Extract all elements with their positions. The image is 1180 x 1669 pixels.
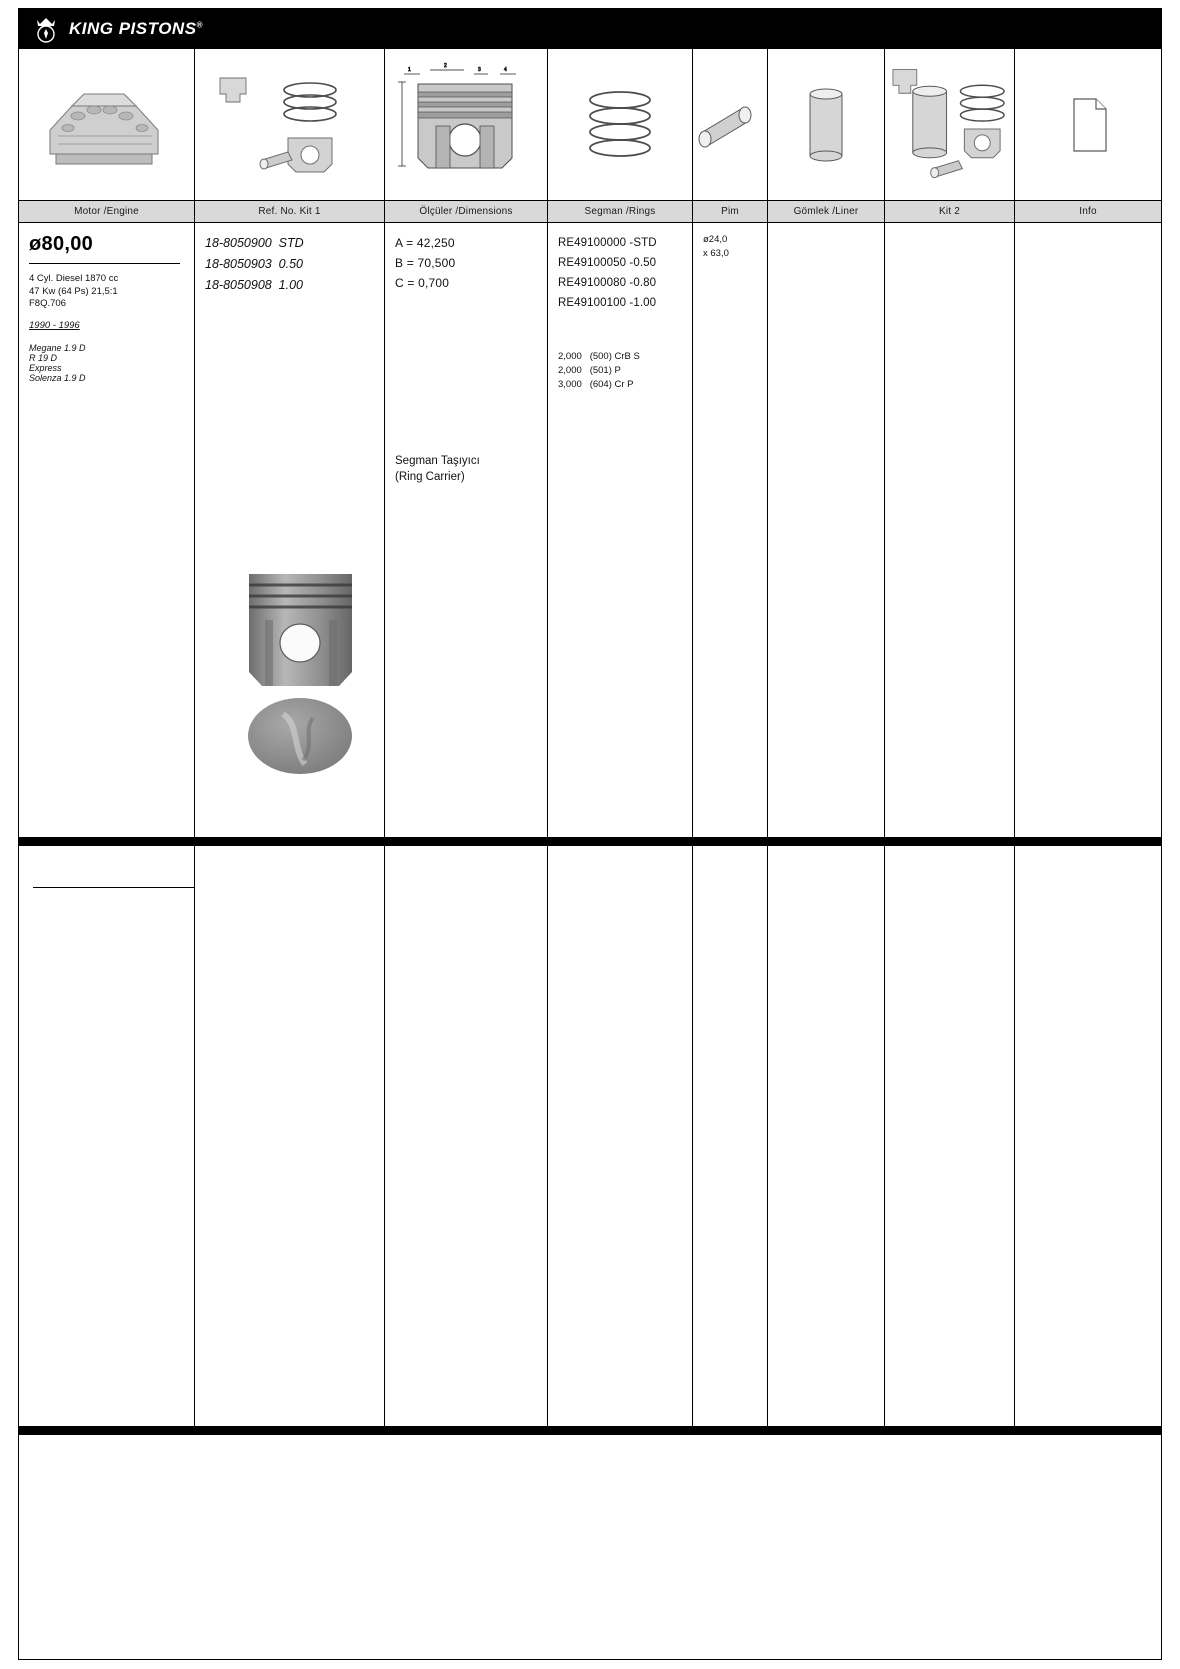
ring-detail-list <box>558 350 640 392</box>
cell-rings <box>548 223 693 837</box>
column-header-liner: Gömlek /Liner <box>768 201 885 222</box>
cell-liner-empty <box>768 846 885 1426</box>
ring-detail-line: 2,000 (500) CrB S <box>558 351 640 362</box>
pin-diameter: ø24,0 <box>703 234 728 245</box>
brand-name <box>69 19 203 39</box>
footer-separator-bar <box>19 1426 1161 1435</box>
pin-length: x 63,0 <box>703 248 729 259</box>
svg-text:4: 4 <box>504 66 507 73</box>
cell-kit2 <box>885 223 1015 837</box>
engine-spec <box>29 273 186 311</box>
piston-and-rings-icon <box>195 49 385 200</box>
cell-engine <box>19 223 195 837</box>
cell-dimensions-empty <box>385 846 548 1426</box>
icon-row <box>19 49 1161 201</box>
ring-detail-line: 2,000 (501) P <box>558 365 621 376</box>
ref-number-line: 18-8050903 0.50 <box>205 257 304 271</box>
cell-liner <box>768 223 885 837</box>
engine-year-range: 1990 - 1996 <box>29 319 80 331</box>
crown-icon <box>31 13 61 45</box>
column-header-engine: Motor /Engine <box>19 201 195 222</box>
cell-pin <box>693 223 768 837</box>
cylinder-liner-icon <box>768 49 885 200</box>
table-row <box>19 223 1161 837</box>
cell-kit2-empty <box>885 846 1015 1426</box>
column-header-row <box>19 201 1161 223</box>
kit-assembly-icon <box>885 49 1015 200</box>
column-header-info: Info <box>1079 206 1097 217</box>
ring-detail-line: 3,000 (604) Cr P <box>558 379 634 390</box>
cell-dimensions <box>385 223 548 837</box>
ref-number-line: 18-8050900 STD <box>205 236 304 250</box>
bore-diameter: ø80,00 <box>29 233 180 264</box>
engine-spec-line: 47 Kw (64 Ps) 21,5:1 <box>29 285 118 297</box>
ring-carrier-line: (Ring Carrier) <box>395 471 465 483</box>
ring-number-line: RE49100050 -0.50 <box>558 257 657 269</box>
cell-ref-kit1 <box>195 223 385 837</box>
dimension-line: A = 42,250 <box>395 236 455 250</box>
column-header-ref-kit1: Ref. No. Kit 1 <box>195 201 385 222</box>
brand-name-text: KING PISTONS <box>69 19 197 38</box>
svg-text:3: 3 <box>478 66 481 73</box>
piston-rings-icon <box>548 49 693 200</box>
ring-number-line: RE49100100 -1.00 <box>558 297 657 309</box>
cell-info <box>1015 223 1161 837</box>
footer-area <box>19 1435 1161 1499</box>
svg-text:1: 1 <box>408 66 411 73</box>
piston-dimensions-diagram-icon <box>385 49 548 200</box>
engine-block-icon <box>19 49 195 200</box>
engine-model-line: Express <box>29 362 62 373</box>
ref-number-line: 18-8050908 1.00 <box>205 278 304 292</box>
engine-models <box>29 343 186 383</box>
engine-spec-line: 4 Cyl. Diesel 1870 cc <box>29 273 119 284</box>
piston-photo <box>243 568 358 778</box>
engine-model-line: R 19 D <box>29 352 58 363</box>
column-header-dimensions: Ölçüler /Dimensions <box>385 201 548 222</box>
dimension-line: C = 0,700 <box>395 276 450 290</box>
cell-pin-empty <box>693 846 768 1426</box>
dimension-line: B = 70,500 <box>395 256 456 270</box>
svg-text:2: 2 <box>444 62 447 69</box>
engine-model-line: Megane 1.9 D <box>29 342 86 353</box>
ring-number-line: RE49100000 -STD <box>558 237 657 249</box>
header-bar <box>19 9 1161 49</box>
info-document-icon <box>1015 49 1161 200</box>
engine-model-line: Solenza 1.9 D <box>29 372 86 383</box>
cell-ref-kit1-empty <box>195 846 385 1426</box>
row-separator-bar <box>19 837 1161 846</box>
ring-carrier-line: Segman Taşıyıcı <box>395 455 480 467</box>
column-header-rings: Segman /Rings <box>548 201 693 222</box>
ring-carrier-note <box>395 453 480 485</box>
column-header-kit2: Kit 2 <box>885 201 1015 222</box>
engine-spec-line: F8Q.706 <box>29 298 66 309</box>
empty-table-row <box>19 846 1161 1426</box>
ring-number-line: RE49100080 -0.80 <box>558 277 657 289</box>
cell-info-empty <box>1015 846 1161 1426</box>
cell-rings-empty <box>548 846 693 1426</box>
registered-mark: ® <box>196 20 203 30</box>
catalog-sheet <box>18 8 1162 1660</box>
engine-cell-divider <box>33 887 195 888</box>
brand-logo <box>31 13 203 45</box>
column-header-pin: Pim <box>693 201 768 222</box>
piston-pin-icon <box>693 49 768 200</box>
cell-engine-empty <box>19 846 195 1426</box>
